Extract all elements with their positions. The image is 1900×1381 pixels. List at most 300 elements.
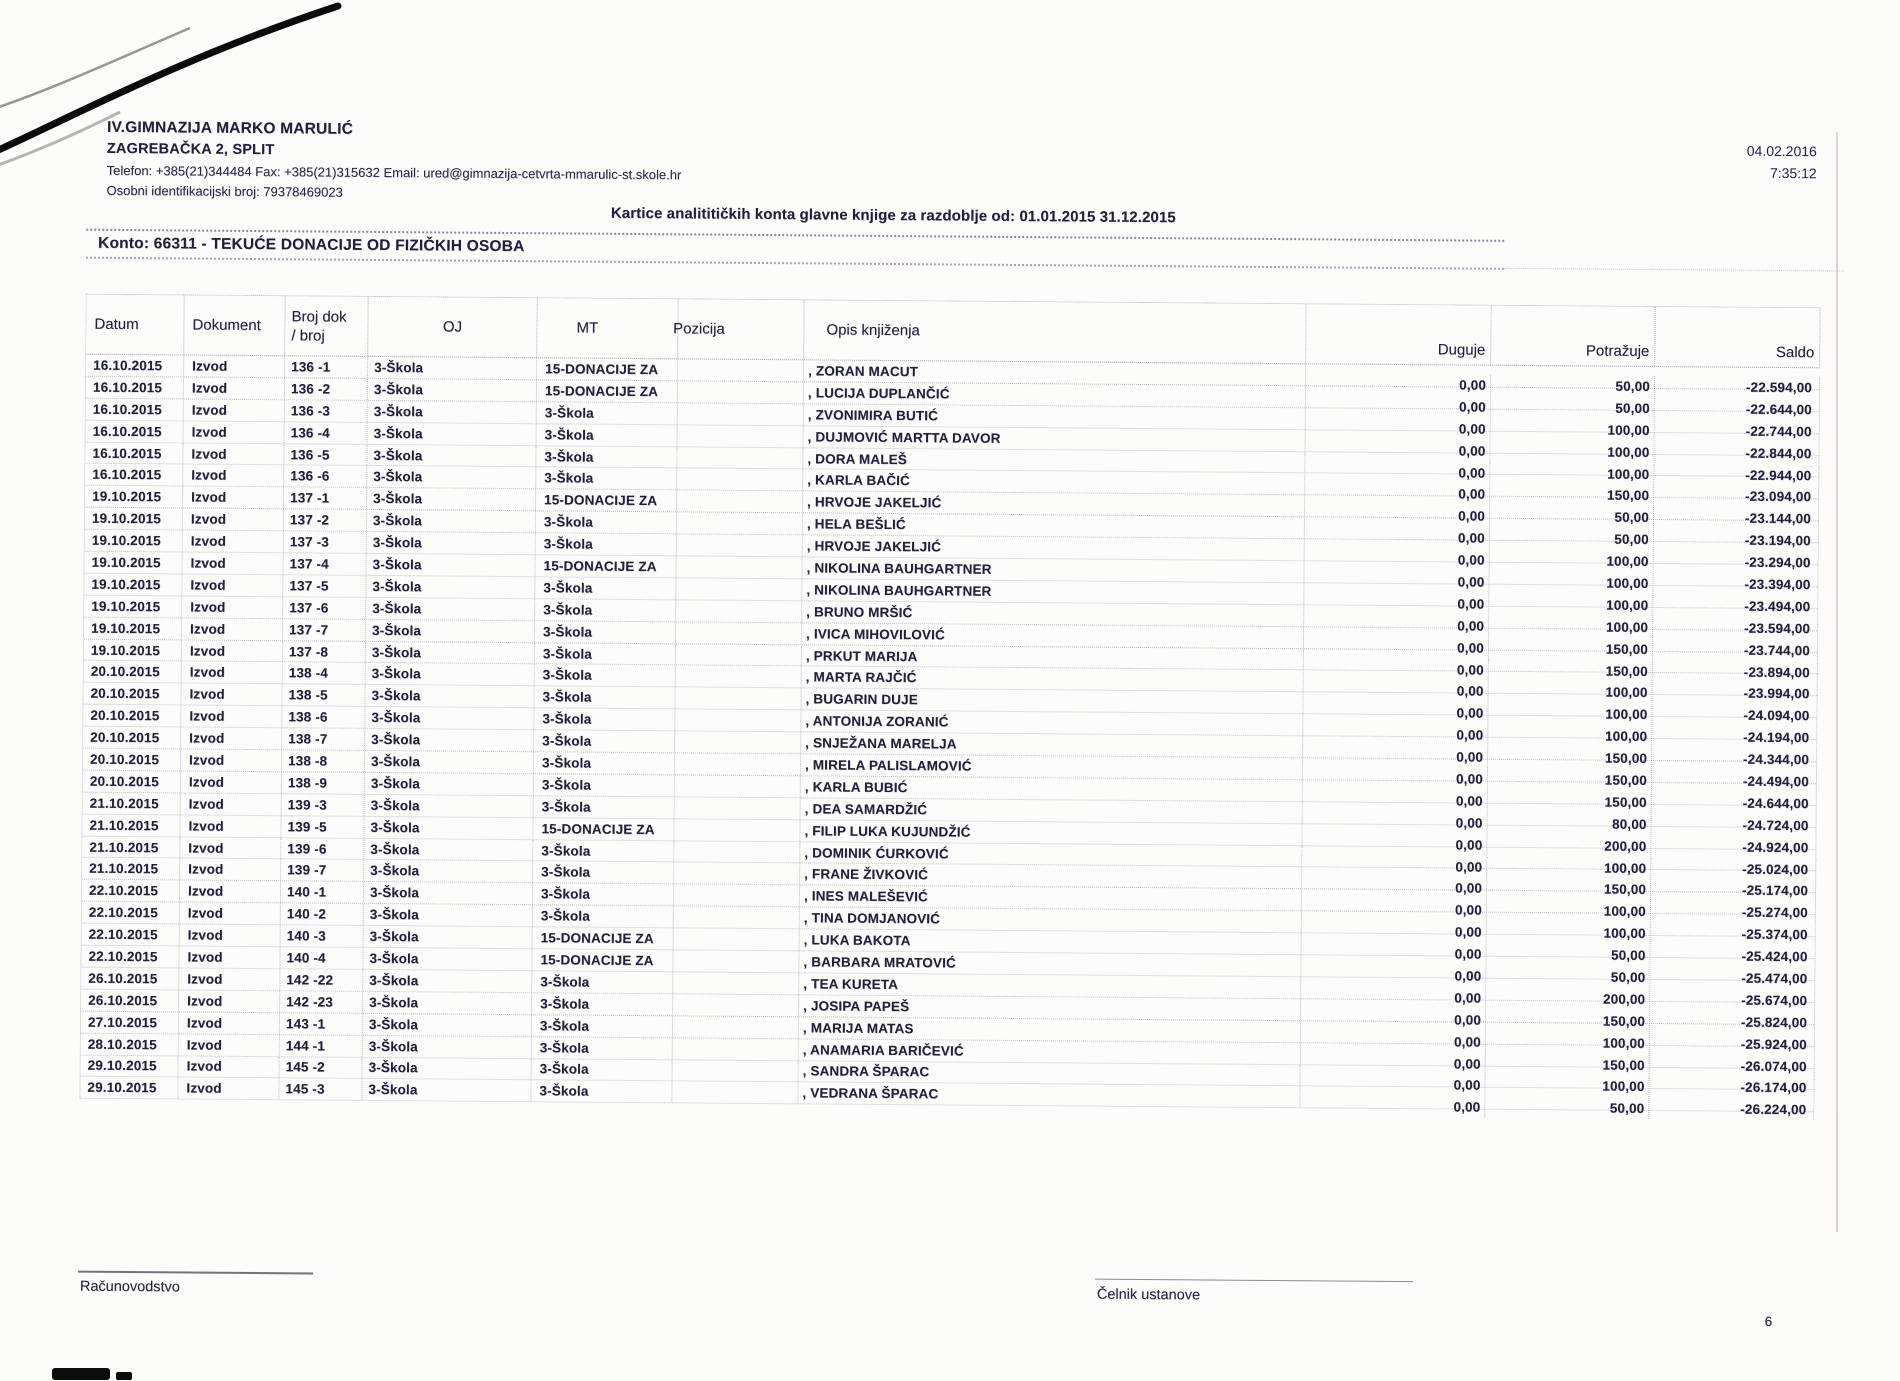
cell-potrazuje: 200,00	[1486, 988, 1650, 1010]
cell-datum: 20.10.2015	[83, 771, 181, 793]
cell-mt: 3-Škola	[532, 1037, 673, 1059]
cell-oj: 3-Škola	[364, 904, 533, 926]
cell-mt: 3-Škola	[534, 752, 675, 774]
cell-datum: 29.10.2015	[80, 1077, 178, 1099]
cell-broj-dok: 139 -3	[282, 794, 365, 816]
cell-duguje: 0,00	[1306, 395, 1491, 417]
cell-oj: 3-Škola	[368, 401, 537, 423]
cell-opis: , HRVOJE JAKELJIĆ	[803, 535, 1305, 560]
cell-saldo: -22.944,00	[1654, 464, 1819, 486]
konto-line-tail	[1504, 268, 1844, 272]
cell-mt: 3-Škola	[534, 708, 675, 730]
cell-duguje: 0,00	[1302, 855, 1487, 877]
cell-opis: , MIRELA PALISLAMOVIĆ	[801, 754, 1303, 779]
cell-broj-dok: 138 -9	[282, 772, 365, 794]
cell-oj: 3-Škola	[367, 532, 536, 554]
cell-opis: , ANAMARIA BARIČEVIĆ	[799, 1039, 1301, 1064]
cell-oj: 3-Škola	[364, 926, 533, 948]
cell-pozicija	[673, 1060, 799, 1082]
cell-potrazuje: 150,00	[1488, 791, 1652, 813]
col-header-broj-dok: Broj dok / broj	[285, 296, 368, 356]
cell-mt: 3-Škola	[537, 424, 678, 446]
cell-datum: 21.10.2015	[82, 814, 180, 836]
cell-pozicija	[676, 600, 802, 622]
cell-broj-dok: 142 -22	[280, 969, 363, 991]
org-header	[106, 119, 681, 203]
cell-pozicija	[678, 359, 804, 381]
cell-datum: 16.10.2015	[86, 398, 184, 420]
cell-opis: , BRUNO MRŠIĆ	[802, 601, 1304, 626]
cell-pozicija	[676, 578, 802, 600]
cell-saldo: -24.724,00	[1651, 814, 1816, 836]
cell-datum: 21.10.2015	[83, 792, 181, 814]
cell-potrazuje: 100,00	[1489, 594, 1653, 616]
cell-dokument: Izvod	[181, 771, 282, 793]
cell-broj-dok: 140 -4	[280, 947, 363, 969]
cell-datum: 16.10.2015	[86, 377, 184, 399]
cell-oj: 3-Škola	[366, 620, 535, 642]
cell-duguje: 0,00	[1306, 417, 1491, 439]
cell-opis: , IVICA MIHOVILOVIĆ	[802, 623, 1304, 648]
cell-opis: , TINA DOMJANOVIĆ	[800, 908, 1302, 933]
cell-opis: , NIKOLINA BAUHGARTNER	[802, 557, 1304, 582]
cell-datum: 19.10.2015	[85, 508, 183, 530]
cell-dokument: Izvod	[179, 1034, 280, 1056]
page-number: 6	[1764, 1313, 1773, 1329]
cell-opis: , BARBARA MRATOVIĆ	[799, 951, 1301, 976]
cell-dokument: Izvod	[183, 509, 284, 531]
cell-potrazuje: 150,00	[1486, 1053, 1650, 1075]
cell-opis: , TEA KURETA	[799, 973, 1301, 998]
cell-dokument: Izvod	[179, 946, 280, 968]
table-body	[80, 355, 1819, 1118]
cell-opis: , NIKOLINA BAUHGARTNER	[802, 579, 1304, 604]
cell-pozicija	[677, 469, 803, 491]
org-oib: Osobni identifikacijski broj: 79378469023	[106, 182, 343, 200]
cell-saldo: -23.894,00	[1653, 661, 1818, 683]
cell-saldo: -23.094,00	[1654, 485, 1819, 507]
cell-saldo: -22.744,00	[1655, 420, 1820, 442]
cell-dokument: Izvod	[183, 552, 284, 574]
cell-duguje: 0,00	[1301, 1052, 1486, 1074]
cell-broj-dok: 136 -6	[284, 466, 367, 488]
cell-duguje: 0,00	[1301, 986, 1486, 1008]
col-header-pozicija: Pozicija	[678, 299, 804, 359]
col-header-potrazuje: Potražuje	[1491, 306, 1655, 366]
cell-saldo: -24.644,00	[1652, 792, 1817, 814]
col-header-oj: OJ	[368, 297, 537, 357]
cell-duguje: 0,00	[1304, 570, 1489, 592]
cell-mt: 3-Škola	[534, 730, 675, 752]
cell-potrazuje: 100,00	[1487, 922, 1651, 944]
cell-duguje: 0,00	[1300, 1074, 1485, 1096]
cell-dokument: Izvod	[182, 574, 283, 596]
cell-saldo: -22.594,00	[1655, 376, 1820, 398]
cell-opis: , ZVONIMIRA BUTIĆ	[804, 404, 1306, 429]
cell-potrazuje: 100,00	[1490, 462, 1654, 484]
cell-datum: 19.10.2015	[85, 552, 183, 574]
cell-pozicija	[674, 863, 800, 885]
cell-broj-dok: 136 -2	[285, 378, 368, 400]
cell-oj: 3-Škola	[364, 817, 533, 839]
cell-dokument: Izvod	[179, 968, 280, 990]
cell-opis: , KARLA BUBIĆ	[801, 776, 1303, 801]
cell-duguje: 0,00	[1300, 1096, 1485, 1118]
cell-dokument: Izvod	[183, 531, 284, 553]
cell-datum: 16.10.2015	[85, 464, 183, 486]
cell-saldo: -24.924,00	[1651, 836, 1816, 858]
cell-potrazuje: 100,00	[1489, 616, 1653, 638]
cell-duguje: 0,00	[1304, 614, 1489, 636]
cell-opis: , ANTONIJA ZORANIĆ	[801, 711, 1303, 736]
cell-pozicija	[676, 644, 802, 666]
cell-dokument: Izvod	[180, 859, 281, 881]
cell-potrazuje: 100,00	[1489, 572, 1653, 594]
cell-broj-dok: 137 -2	[284, 509, 367, 531]
cell-duguje: 0,00	[1306, 373, 1491, 395]
cell-oj: 3-Škola	[367, 444, 536, 466]
cell-potrazuje: 100,00	[1489, 681, 1653, 703]
cell-duguje: 0,00	[1303, 724, 1488, 746]
cell-oj: 3-Škola	[363, 992, 532, 1014]
cell-duguje: 0,00	[1301, 942, 1486, 964]
cell-dokument: Izvod	[182, 618, 283, 640]
cell-dokument: Izvod	[181, 728, 282, 750]
cell-datum: 19.10.2015	[84, 639, 182, 661]
cell-saldo: -25.924,00	[1650, 1033, 1815, 1055]
cell-oj: 3-Škola	[365, 795, 534, 817]
cell-pozicija	[673, 994, 799, 1016]
cell-oj: 3-Škola	[366, 576, 535, 598]
cell-oj: 3-Škola	[362, 1079, 531, 1101]
cell-mt: 3-Škola	[534, 796, 675, 818]
cell-datum: 19.10.2015	[85, 486, 183, 508]
cell-datum: 20.10.2015	[83, 705, 181, 727]
org-contact: Telefon: +385(21)344484 Fax: +385(21)315632 Email: ured@gimnazija-cetvrta-mmarulic-st.skole.hr	[106, 162, 682, 183]
cell-saldo: -23.294,00	[1654, 551, 1819, 573]
cell-dokument: Izvod	[179, 990, 280, 1012]
cell-mt: 3-Škola	[533, 862, 674, 884]
cell-oj: 3-Škola	[365, 773, 534, 795]
cell-mt: 3-Škola	[536, 511, 677, 533]
cell-oj: 3-Škola	[365, 729, 534, 751]
cell-mt: 15-DONACIJE ZA	[533, 818, 674, 840]
cell-saldo: -23.744,00	[1653, 639, 1818, 661]
cell-broj-dok: 145 -3	[279, 1079, 362, 1101]
cell-oj: 3-Škola	[366, 663, 535, 685]
cell-saldo: -23.394,00	[1653, 573, 1818, 595]
cell-opis: , INES MALEŠEVIĆ	[800, 886, 1302, 911]
cell-oj: 3-Škola	[363, 948, 532, 970]
cell-broj-dok: 142 -23	[280, 991, 363, 1013]
cell-pozicija	[675, 731, 801, 753]
cell-opis: , ZORAN MACUT	[804, 360, 1306, 385]
cell-mt: 3-Škola	[533, 884, 674, 906]
cell-pozicija	[674, 928, 800, 950]
cell-broj-dok: 137 -3	[284, 531, 367, 553]
cell-mt: 3-Škola	[532, 1015, 673, 1037]
cell-opis: , SNJEŽANA MARELJA	[801, 732, 1303, 757]
cell-duguje: 0,00	[1303, 745, 1488, 767]
cell-oj: 3-Škola	[366, 554, 535, 576]
cell-dokument: Izvod	[181, 793, 282, 815]
cell-mt: 3-Škola	[531, 1081, 672, 1103]
cell-pozicija	[672, 1082, 798, 1104]
cell-dokument: Izvod	[183, 487, 284, 509]
cell-mt: 3-Škola	[532, 971, 673, 993]
cell-saldo: -24.344,00	[1652, 748, 1817, 770]
ledger-table	[79, 294, 1819, 1118]
cell-mt: 15-DONACIJE ZA	[537, 358, 678, 380]
cell-duguje: 0,00	[1305, 505, 1490, 527]
cell-broj-dok: 136 -1	[285, 356, 368, 378]
cell-broj-dok: 138 -6	[282, 706, 365, 728]
cell-opis: , LUKA BAKOTA	[800, 929, 1302, 954]
cell-mt: 3-Škola	[533, 905, 674, 927]
cell-potrazuje: 100,00	[1488, 725, 1652, 747]
cell-datum: 20.10.2015	[84, 661, 182, 683]
cell-pozicija	[675, 775, 801, 797]
cell-pozicija	[677, 447, 803, 469]
cell-datum: 19.10.2015	[84, 574, 182, 596]
cell-duguje: 0,00	[1303, 767, 1488, 789]
print-date: 04.02.2016	[1746, 142, 1817, 160]
cell-datum: 22.10.2015	[82, 902, 180, 924]
cell-pozicija	[674, 885, 800, 907]
cell-datum: 16.10.2015	[85, 442, 183, 464]
cell-pozicija	[673, 1016, 799, 1038]
cell-broj-dok: 138 -4	[283, 663, 366, 685]
cell-datum: 22.10.2015	[82, 880, 180, 902]
cell-datum: 16.10.2015	[86, 355, 184, 377]
cell-dokument: Izvod	[179, 1012, 280, 1034]
cell-datum: 21.10.2015	[82, 858, 180, 880]
cell-opis: , KARLA BAČIĆ	[803, 470, 1305, 495]
cell-opis: , DEA SAMARDŽIĆ	[801, 798, 1303, 823]
cell-mt: 15-DONACIJE ZA	[537, 380, 678, 402]
cell-potrazuje: 150,00	[1488, 769, 1652, 791]
cell-broj-dok: 136 -4	[285, 422, 368, 444]
report-title: Kartice analititičkih konta glavne knjige za razdoblje od: 01.01.2015 31.12.2015	[610, 204, 1176, 227]
cell-broj-dok: 137 -6	[283, 597, 366, 619]
cell-mt: 3-Škola	[536, 468, 677, 490]
cell-potrazuje: 150,00	[1488, 747, 1652, 769]
cell-dokument: Izvod	[180, 837, 281, 859]
cell-potrazuje: 150,00	[1487, 878, 1651, 900]
cell-potrazuje: 100,00	[1491, 419, 1655, 441]
cell-opis: , SANDRA ŠPARAC	[799, 1061, 1301, 1086]
cell-broj-dok: 139 -7	[281, 860, 364, 882]
cell-broj-dok: 140 -3	[281, 925, 364, 947]
cell-dokument: Izvod	[183, 443, 284, 465]
cell-opis: , DOMINIK ĆURKOVIĆ	[800, 842, 1302, 867]
cell-duguje: 0,00	[1305, 439, 1490, 461]
signature-label-accounting: Računovodstvo	[79, 1278, 180, 1296]
cell-oj: 3-Škola	[367, 510, 536, 532]
cell-pozicija	[676, 556, 802, 578]
cell-opis: , DORA MALEŠ	[803, 448, 1305, 473]
cell-pozicija	[673, 950, 799, 972]
cell-pozicija	[673, 1038, 799, 1060]
cell-oj: 3-Škola	[367, 488, 536, 510]
cell-datum: 21.10.2015	[82, 836, 180, 858]
cell-opis: , MARTA RAJČIĆ	[802, 667, 1304, 692]
cell-oj: 3-Škola	[367, 466, 536, 488]
cell-mt: 15-DONACIJE ZA	[535, 555, 676, 577]
cell-potrazuje: 100,00	[1490, 440, 1654, 462]
cell-duguje: 0,00	[1303, 702, 1488, 724]
cell-broj-dok: 143 -1	[280, 1013, 363, 1035]
cell-saldo: -23.594,00	[1653, 617, 1818, 639]
cell-duguje: 0,00	[1303, 811, 1488, 833]
cell-saldo: -25.674,00	[1650, 989, 1815, 1011]
cell-pozicija	[675, 797, 801, 819]
cell-duguje: 0,00	[1302, 921, 1487, 943]
cell-duguje: 0,00	[1305, 526, 1490, 548]
cell-saldo: -22.844,00	[1654, 442, 1819, 464]
cell-datum: 19.10.2015	[84, 617, 182, 639]
cell-dokument: Izvod	[184, 377, 285, 399]
cell-mt: 3-Škola	[535, 621, 676, 643]
cell-mt: 15-DONACIJE ZA	[533, 927, 674, 949]
cell-potrazuje: 100,00	[1488, 703, 1652, 725]
col-header-mt: MT	[537, 298, 678, 358]
cell-broj-dok: 136 -3	[285, 400, 368, 422]
cell-saldo: -25.174,00	[1651, 879, 1816, 901]
cell-oj: 3-Škola	[363, 1057, 532, 1079]
signature-label-head: Čelnik ustanove	[1096, 1286, 1201, 1304]
cell-saldo: -25.274,00	[1651, 901, 1816, 923]
cell-opis: , BUGARIN DUJE	[801, 689, 1303, 714]
cell-dokument: Izvod	[184, 355, 285, 377]
cell-dokument: Izvod	[181, 706, 282, 728]
cell-potrazuje: 100,00	[1485, 1075, 1649, 1097]
cell-saldo: -25.474,00	[1650, 967, 1815, 989]
cell-mt: 3-Škola	[533, 840, 674, 862]
cell-oj: 3-Škola	[364, 860, 533, 882]
cell-mt: 3-Škola	[535, 577, 676, 599]
cell-mt: 3-Škola	[537, 402, 678, 424]
cell-datum: 19.10.2015	[84, 595, 182, 617]
cell-broj-dok: 137 -4	[283, 553, 366, 575]
cell-dokument: Izvod	[184, 399, 285, 421]
cell-broj-dok: 138 -7	[282, 728, 365, 750]
cell-mt: 3-Škola	[532, 993, 673, 1015]
print-time: 7:35:12	[1769, 164, 1817, 182]
cell-mt: 3-Škola	[532, 1059, 673, 1081]
cell-oj: 3-Škola	[364, 882, 533, 904]
cell-pozicija	[675, 710, 801, 732]
cell-duguje: 0,00	[1304, 636, 1489, 658]
signature-line-accounting	[78, 1271, 313, 1275]
cell-dokument: Izvod	[184, 421, 285, 443]
cell-datum: 20.10.2015	[83, 749, 181, 771]
cell-broj-dok: 140 -1	[281, 882, 364, 904]
cell-opis: , PRKUT MARIJA	[802, 645, 1304, 670]
cell-potrazuje: 50,00	[1486, 944, 1650, 966]
cell-oj: 3-Škola	[363, 1014, 532, 1036]
cell-duguje: 0,00	[1302, 833, 1487, 855]
print-datetime	[1747, 140, 1817, 185]
cell-opis: , FRANE ŽIVKOVIĆ	[800, 864, 1302, 889]
col-header-opis: Opis knjiženja	[804, 300, 1306, 363]
cell-pozicija	[678, 425, 804, 447]
cell-duguje: 0,00	[1305, 548, 1490, 570]
signature-line-head	[1095, 1279, 1413, 1282]
cell-oj: 3-Škola	[368, 357, 537, 379]
cell-mt: 3-Škola	[535, 643, 676, 665]
cell-duguje: 0,00	[1301, 1030, 1486, 1052]
cell-saldo: -25.824,00	[1650, 1011, 1815, 1033]
cell-potrazuje: 50,00	[1491, 375, 1655, 397]
cell-datum: 20.10.2015	[83, 683, 181, 705]
cell-oj: 3-Škola	[365, 751, 534, 773]
cell-oj: 3-Škola	[368, 423, 537, 445]
cell-datum: 20.10.2015	[83, 727, 181, 749]
cell-potrazuje: 50,00	[1485, 1097, 1649, 1119]
cell-oj: 3-Škola	[365, 685, 534, 707]
cell-mt: 3-Škola	[536, 533, 677, 555]
cell-dokument: Izvod	[182, 662, 283, 684]
cell-dokument: Izvod	[182, 596, 283, 618]
cell-saldo: -23.194,00	[1654, 529, 1819, 551]
cell-dokument: Izvod	[180, 925, 281, 947]
cell-saldo: -23.144,00	[1654, 507, 1819, 529]
cell-saldo: -25.374,00	[1651, 923, 1816, 945]
cell-duguje: 0,00	[1302, 899, 1487, 921]
cell-broj-dok: 139 -5	[281, 816, 364, 838]
cell-datum: 26.10.2015	[81, 968, 179, 990]
cell-duguje: 0,00	[1303, 789, 1488, 811]
cell-broj-dok: 136 -5	[284, 444, 367, 466]
cell-datum: 29.10.2015	[81, 1055, 179, 1077]
cell-datum: 22.10.2015	[82, 924, 180, 946]
cell-pozicija	[677, 491, 803, 513]
cell-potrazuje: 150,00	[1489, 637, 1653, 659]
cell-potrazuje: 50,00	[1486, 966, 1650, 988]
cell-saldo: -24.494,00	[1652, 770, 1817, 792]
cell-broj-dok: 137 -7	[283, 619, 366, 641]
cell-oj: 3-Škola	[363, 1035, 532, 1057]
cell-dokument: Izvod	[180, 903, 281, 925]
cell-broj-dok: 138 -8	[282, 750, 365, 772]
cell-pozicija	[677, 513, 803, 535]
cell-pozicija	[674, 907, 800, 929]
cell-saldo: -23.994,00	[1653, 682, 1818, 704]
cell-broj-dok: 145 -2	[280, 1057, 363, 1079]
cell-broj-dok: 138 -5	[282, 685, 365, 707]
org-name: IV.GIMNAZIJA MARKO MARULIĆ	[106, 118, 354, 138]
cell-saldo: -24.094,00	[1652, 704, 1817, 726]
cell-opis: , HELA BEŠLIĆ	[803, 514, 1305, 539]
cell-mt: 3-Škola	[535, 599, 676, 621]
cell-dokument: Izvod	[178, 1078, 279, 1100]
cell-duguje: 0,00	[1304, 680, 1489, 702]
cell-potrazuje: 150,00	[1490, 484, 1654, 506]
cell-dokument: Izvod	[181, 684, 282, 706]
cell-datum: 27.10.2015	[81, 1011, 179, 1033]
cell-oj: 3-Škola	[365, 707, 534, 729]
cell-dokument: Izvod	[183, 465, 284, 487]
cell-opis: , HRVOJE JAKELJIĆ	[803, 492, 1305, 517]
col-header-duguje: Duguje	[1306, 304, 1491, 364]
cell-mt: 15-DONACIJE ZA	[532, 949, 673, 971]
cell-potrazuje: 50,00	[1490, 528, 1654, 550]
cell-opis: , FILIP LUKA KUJUNDŽIĆ	[800, 820, 1302, 845]
cell-broj-dok: 144 -1	[280, 1035, 363, 1057]
cell-mt: 3-Škola	[534, 687, 675, 709]
col-header-datum: Datum	[86, 295, 184, 355]
